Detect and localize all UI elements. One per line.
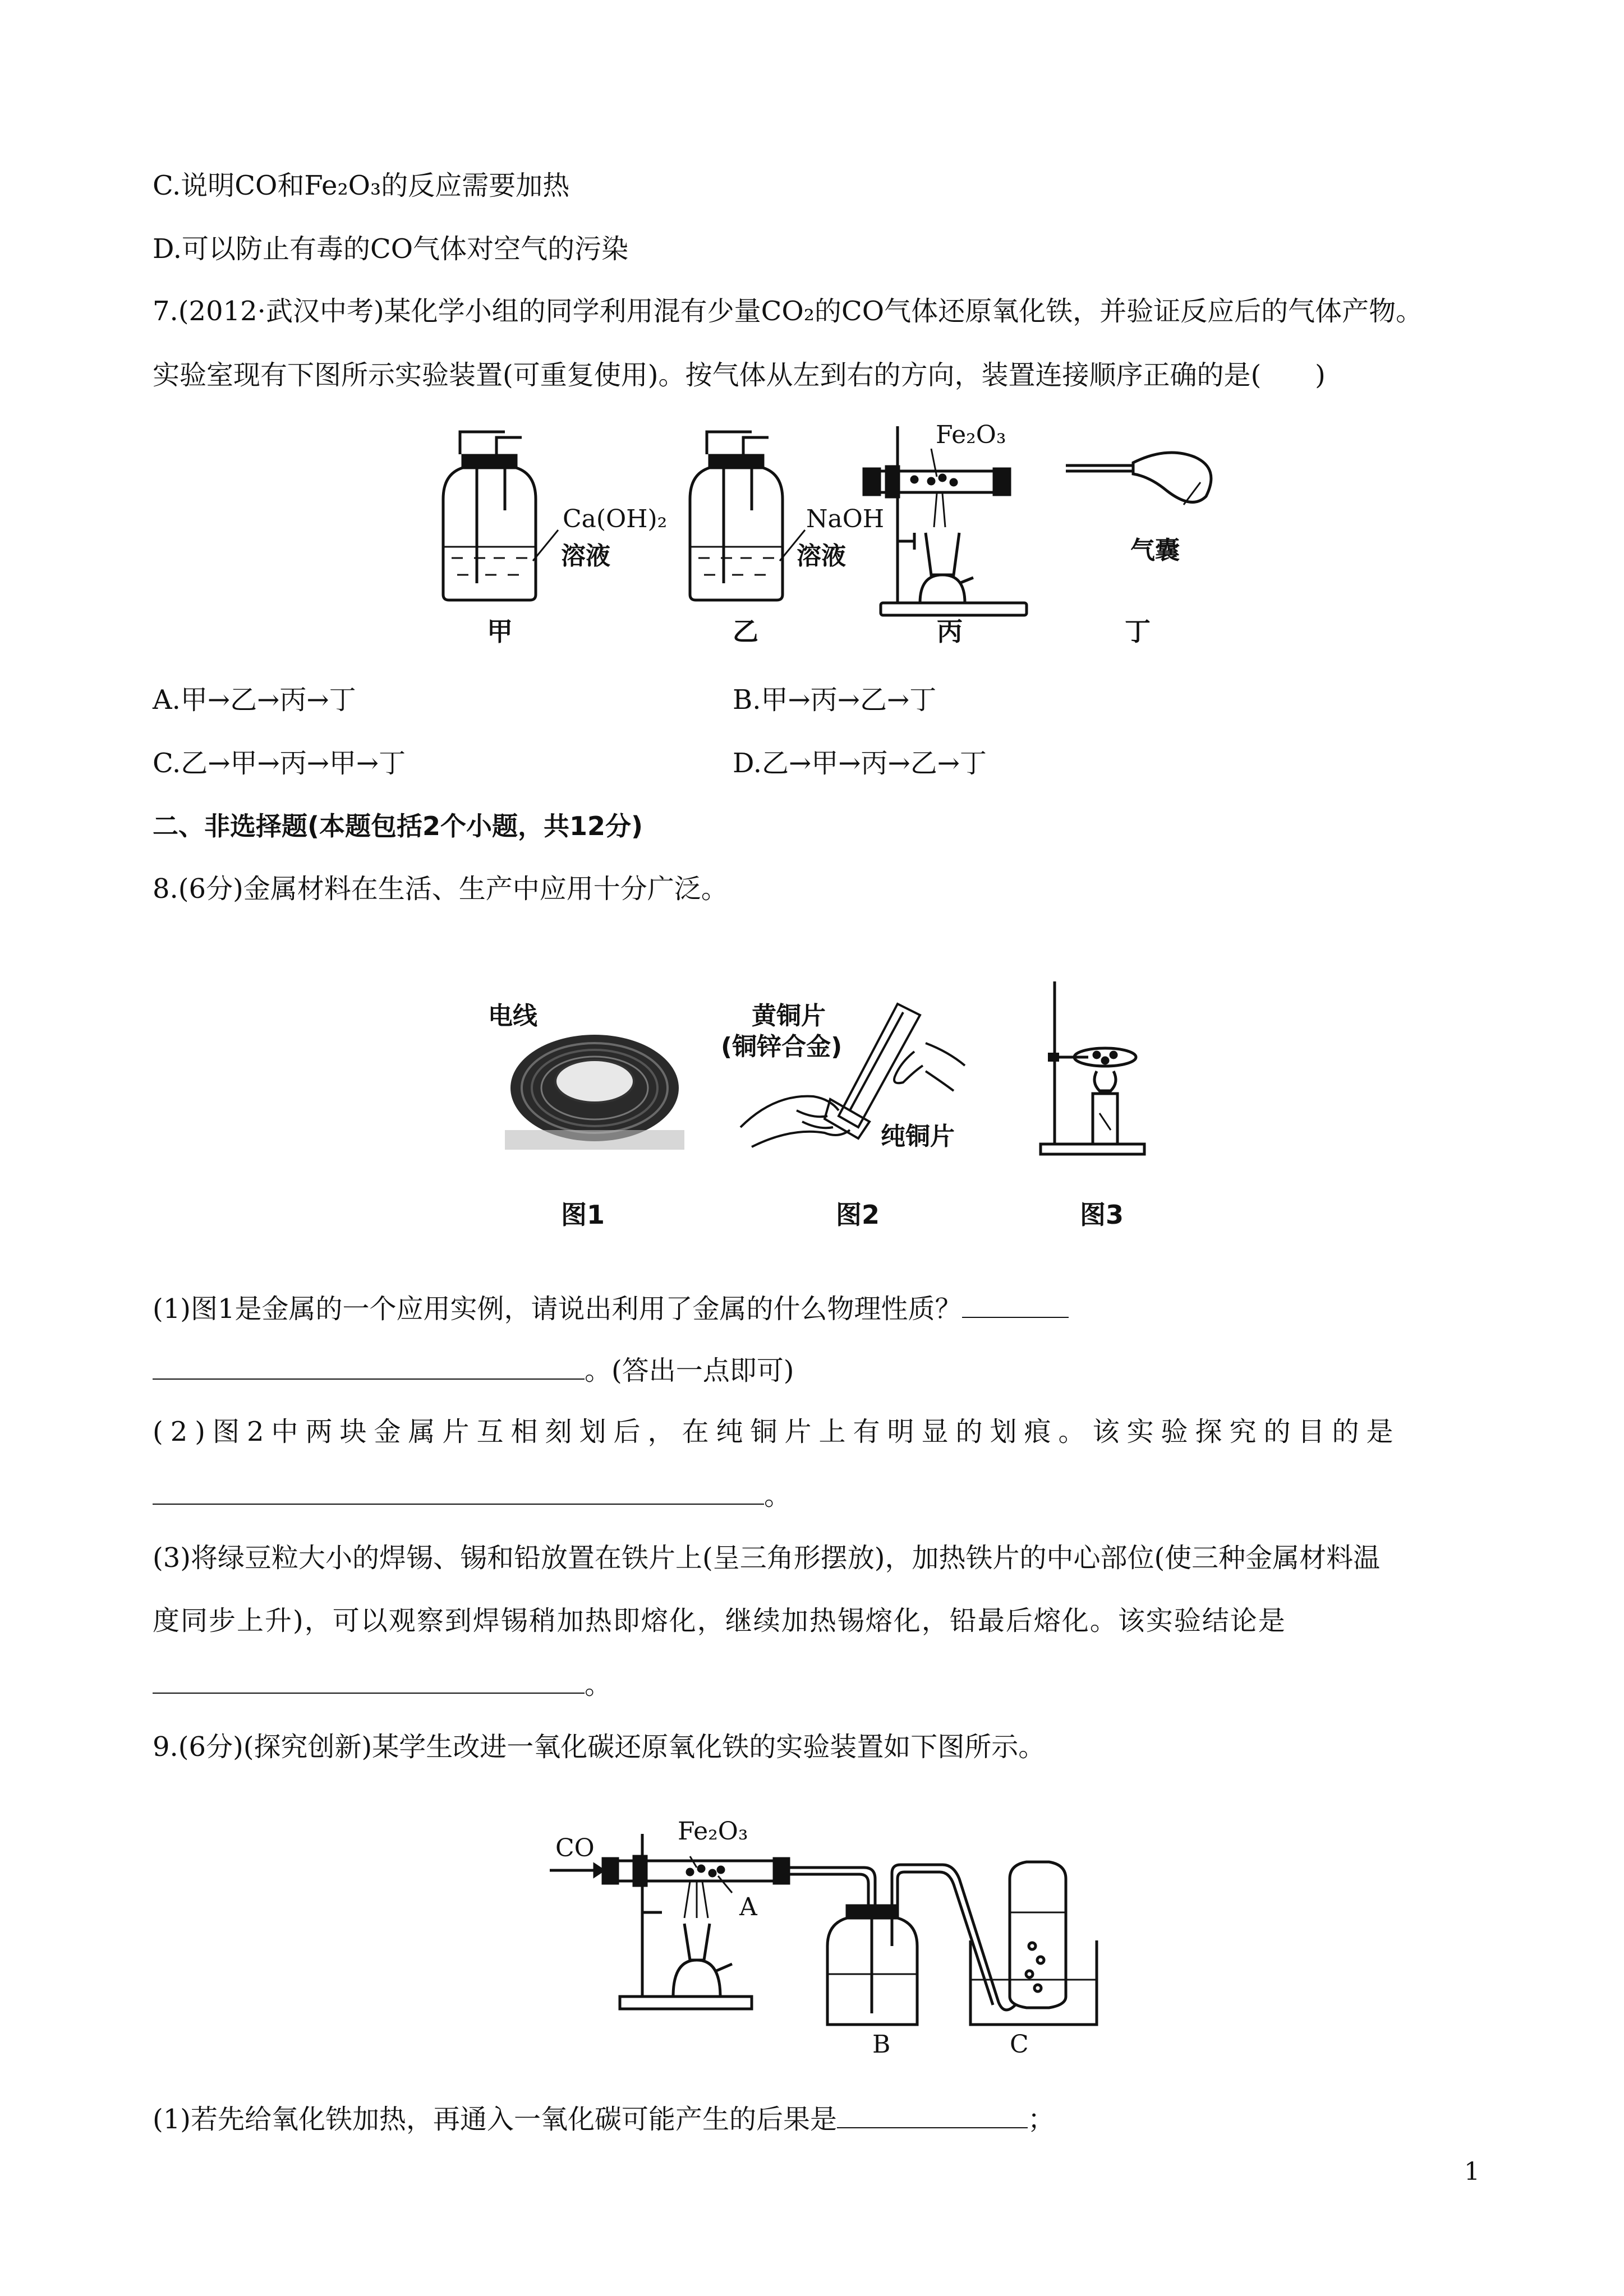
gas-bag-ding: [1066, 453, 1211, 505]
q9-fe2o3-label: Fe₂O₃: [678, 1817, 748, 1846]
fig3-caption: 图3: [1080, 1200, 1124, 1230]
q8-part3-line1: (3)将绿豆粒大小的焊锡、锡和铅放置在铁片上(呈三角形摆放)，加热铁片的中心部位(使三种金属材料温: [153, 1542, 1381, 1574]
fig2-pure-copper-label: 纯铜片: [881, 1122, 955, 1151]
q9-part1-text: (1)若先给氧化铁加热，再通入一氧化碳可能产生的后果是: [153, 2104, 837, 2135]
q7-stem-line2: 实验室现有下图所示实验装置(可重复使用)。按气体从左到右的方向，装置连接顺序正确的是( ): [153, 359, 1326, 391]
q8-part3-line2: 度同步上升)，可以观察到焊锡稍加热即熔化，继续加热锡熔化，铅最后熔化。该实验结论是: [153, 1605, 1286, 1636]
q8-part1-line1: [153, 1290, 1069, 1327]
q8-part2-tail: 。: [764, 1480, 792, 1511]
fig1-caption: 图1: [561, 1200, 605, 1230]
q8-stem: 8.(6分)金属材料在生活、生产中应用十分广泛。: [153, 873, 728, 905]
answer-blank[interactable]: [962, 1290, 1069, 1318]
answer-blank[interactable]: [153, 1666, 585, 1694]
yi-reagent-label-1: NaOH: [806, 505, 885, 533]
q8-part1-line2: [153, 1352, 794, 1389]
q8-part1-tail: 。(答出一点即可): [585, 1355, 794, 1386]
caption-ding: 丁: [1125, 616, 1151, 647]
q9-stem: 9.(6分)(探究创新)某学生改进一氧化碳还原氧化铁的实验装置如下图所示。: [153, 1731, 1046, 1763]
yi-reagent-label-2: 溶液: [797, 542, 846, 570]
q7-option-b: B.甲→丙→乙→丁: [733, 684, 937, 716]
q9-part1-line: [153, 2100, 1055, 2138]
q7-option-a: A.甲→乙→丙→丁: [153, 684, 356, 716]
caption-bing: 丙: [937, 616, 963, 647]
fig1-wire-coil-image: [505, 1015, 684, 1150]
q8-part2-line1: (2)图2中两块金属片互相刻划后，在纯铜片上有明显的划痕。该实验探究的目的是: [153, 1416, 1401, 1447]
bing-reagent-label: Fe₂O₃: [936, 421, 1006, 449]
caption-jia: 甲: [487, 616, 513, 647]
page-number: 1: [1464, 2157, 1480, 2186]
q7-option-c: C.乙→甲→丙→甲→丁: [153, 748, 406, 779]
fig3-heating-stand-drawing: [1038, 979, 1150, 1158]
q9-part1-tail: ；: [1028, 2104, 1055, 2135]
q8-part2-line2: [153, 1477, 791, 1514]
q8-part3-line3: [153, 1666, 611, 1703]
fig2-brass-label: 黄铜片: [752, 1002, 826, 1030]
q9-improved-apparatus-figure: [550, 1811, 1099, 2036]
jia-reagent-label-2: 溶液: [561, 542, 610, 570]
q8-part3-tail: 。: [585, 1669, 612, 1700]
wash-bottle-jia: [443, 432, 558, 600]
heating-tube-stand-bing: [864, 426, 1027, 615]
answer-blank[interactable]: [153, 1477, 764, 1505]
option-c-text: C.说明CO和Fe₂O₃的反应需要加热: [153, 170, 570, 201]
ding-gas-bag-label: 气囊: [1130, 536, 1180, 565]
q9-label-c: C: [1010, 2030, 1029, 2059]
caption-yi: 乙: [733, 616, 758, 647]
fig2-caption: 图2: [836, 1200, 880, 1230]
q7-stem-line1: 7.(2012·武汉中考)某化学小组的同学利用混有少量CO₂的CO气体还原氧化铁，并验证反应后的气体产物。: [153, 296, 1423, 327]
jia-reagent-label-1: Ca(OH)₂: [563, 505, 668, 533]
answer-blank[interactable]: [837, 2100, 1028, 2128]
fig2-brass-alloy-label: (铜锌合金): [721, 1032, 843, 1061]
q9-label-b: B: [872, 2030, 891, 2059]
q7-option-d: D.乙→甲→丙→乙→丁: [733, 748, 987, 779]
q9-co-inlet-label: CO: [555, 1834, 595, 1862]
option-d-text: D.可以防止有毒的CO气体对空气的污染: [153, 233, 629, 265]
q9-label-a: A: [739, 1893, 757, 1921]
wash-bottle-yi: [690, 432, 805, 600]
section-heading: 二、非选择题(本题包括2个小题，共12分): [153, 811, 643, 841]
q8-part1-text: (1)图1是金属的一个应用实例，请说出利用了金属的什么物理性质？: [153, 1293, 962, 1325]
fig1-wire-label: 电线: [488, 1002, 537, 1030]
answer-blank[interactable]: [153, 1352, 585, 1380]
